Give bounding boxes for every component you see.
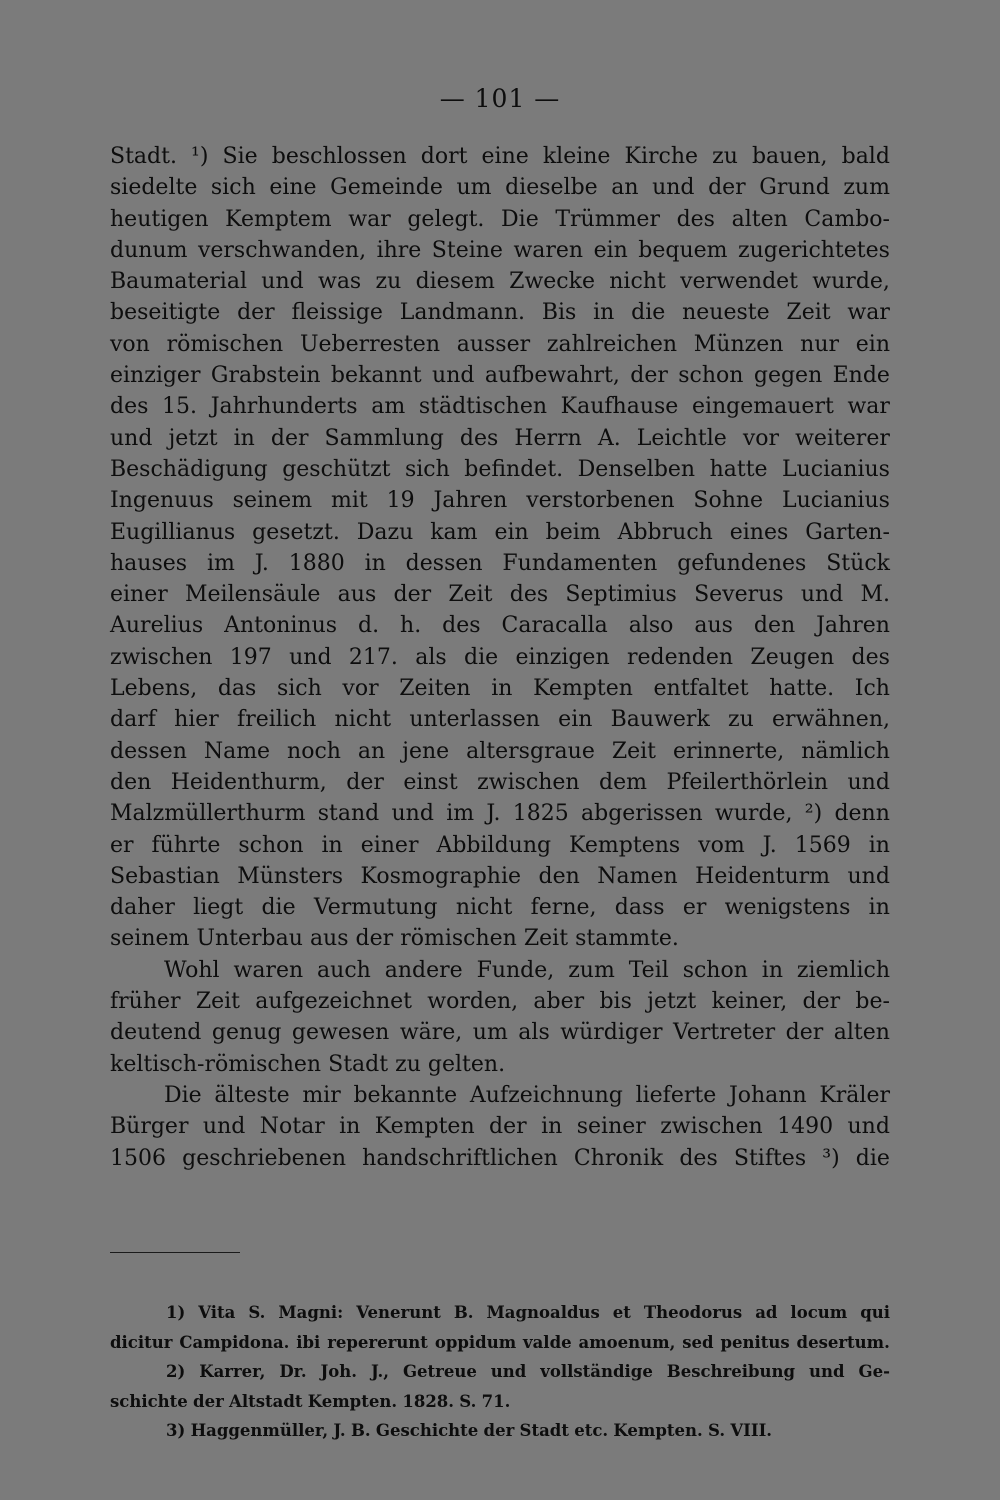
text-line: des 15. Jahrhunderts am städtischen Kaufhause eingemauert war [110,394,890,420]
text-line: den Heidenthurm, der einst zwischen dem Pfeilerthörlein und [110,769,890,795]
text-line: Wohl waren auch andere Funde, zum Teil schon in ziemlich [164,957,890,983]
footnote-line: 3) Haggenmüller, J. B. Geschichte der Stadt etc. Kempten. S. VIII. [166,1421,773,1440]
footnote-line: 2) Karrer, Dr. Joh. J., Getreue und vollständige Beschreibung und Ge- [166,1362,890,1381]
text-line: Baumaterial und was zu diesem Zwecke nicht verwendet wurde, [110,269,890,295]
text-line: Ingenuus seinem mit 19 Jahren verstorbenen Sohne Lucianius [110,488,890,514]
text-line: Bürger und Notar in Kempten der in seiner zwischen 1490 und [110,1114,890,1140]
footnote-line: dicitur Campidona. ibi repererunt oppidum valde amoenum, sed penitus desertum. [110,1332,890,1352]
text-line: daher liegt die Vermutung nicht ferne, dass er wenigstens in [110,895,890,921]
footnote-line: schichte der Altstadt Kempten. 1828. S. 71. [110,1391,511,1411]
text-line: Sebastian Münsters Kosmographie den Namen Heidenturm und [110,863,890,889]
text-line: Lebens, das sich vor Zeiten in Kempten entfaltet hatte. Ich [110,676,890,702]
body-text [110,141,890,1174]
text-line: früher Zeit aufgezeichnet worden, aber bis jetzt keiner, der be- [110,989,890,1015]
text-line: dessen Name noch an jene altersgraue Zeit erinnerte, nämlich [110,738,890,764]
footnote-separator [110,1252,240,1253]
text-line: hauses im J. 1880 in dessen Fundamenten gefundenes Stück [110,550,890,576]
text-line: darf hier freilich nicht unterlassen ein Bauwerk zu erwähnen, [110,707,890,733]
text-line: Malzmüllerthurm stand und im J. 1825 abgerissen wurde, ²) denn [110,801,890,827]
footnote-line: 1) Vita S. Magni: Venerunt B. Magnoaldus et Theodorus ad locum qui [166,1303,890,1322]
page-number: — 101 — [439,84,561,113]
text-line: 1506 geschriebenen handschriftlichen Chronik des Stiftes ³) die [110,1145,890,1171]
text-line: deutend genug gewesen wäre, um als würdiger Vertreter der alten [110,1020,890,1046]
text-line: heutigen Kemptem war gelegt. Die Trümmer des alten Cambo- [110,206,890,232]
text-line: siedelte sich eine Gemeinde um dieselbe an und der Grund zum [110,175,890,201]
text-line: Stadt. ¹) Sie beschlossen dort eine kleine Kirche zu bauen, bald [110,144,890,169]
text-line: von römischen Ueberresten ausser zahlreichen Münzen nur ein [110,331,890,357]
text-line: Die älteste mir bekannte Aufzeichnung lieferte Johann Kräler [164,1082,890,1108]
text-line: einer Meilensäule aus der Zeit des Septimius Severus und M. [110,582,890,608]
text-line: er führte schon in einer Abbildung Kemptens vom J. 1569 in [110,832,890,858]
text-line: Aurelius Antoninus d. h. des Caracalla also aus den Jahren [110,613,890,639]
text-line: keltisch-römischen Stadt zu gelten. [110,1051,506,1077]
text-line: beseitigte der fleissige Landmann. Bis in die neueste Zeit war [110,300,890,326]
text-line: Eugillianus gesetzt. Dazu kam ein beim Abbruch eines Garten- [110,519,890,545]
text-line: dunum verschwanden, ihre Steine waren ein bequem zugerichtetes [110,237,890,263]
text-line: seinem Unterbau aus der römischen Zeit stammte. [110,926,679,952]
text-line: zwischen 197 und 217. als die einzigen redenden Zeugen des [110,644,890,670]
text-line: und jetzt in der Sammlung des Herrn A. Leichtle vor weiterer [110,425,890,451]
footnotes [110,1298,890,1446]
text-line: einziger Grabstein bekannt und aufbewahrt, der schon gegen Ende [110,363,890,389]
text-line: Beschädigung geschützt sich befindet. Denselben hatte Lucianius [110,456,890,482]
